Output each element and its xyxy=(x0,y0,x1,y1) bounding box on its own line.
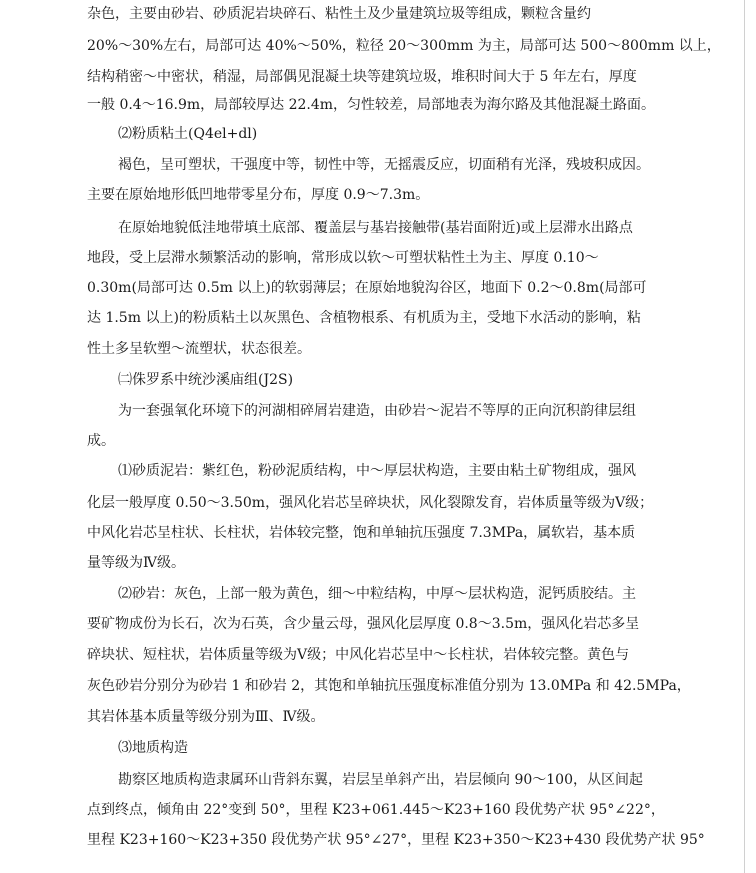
section-heading: ⑶地质构造 xyxy=(118,740,188,756)
text-line: 碎块状、短柱状，岩体质量等级为Ⅴ级；中风化岩芯呈中～长柱状，岩体较完整。黄色与 xyxy=(87,647,630,663)
text-line: 地段，受上层滞水频繁活动的影响，常形成以软～可塑状粘性土为主、厚度 0.10～ xyxy=(87,250,599,266)
text-line: 杂色，主要由砂岩、砂质泥岩块碎石、粘性土及少量建筑垃圾等组成，颗粒含量约 xyxy=(87,6,591,22)
text-line: 勘察区地质构造隶属环山背斜东翼，岩层呈单斜产出，岩层倾向 90～100，从区间起 xyxy=(118,772,643,788)
text-line: 性土多呈软塑～流塑状，状态很差。 xyxy=(87,341,311,357)
text-line: 要矿物成份为长石，次为石英，含少量云母，强风化层厚度 0.8～3.5m，强风化岩芯多呈 xyxy=(87,616,640,632)
text-line: 0.30m(局部可达 0.5m 以上)的软弱薄层；在原始地貌沟谷区，地面下 0.2～0.8m(局部可 xyxy=(87,280,647,296)
page-edge-divider xyxy=(744,0,745,873)
text-line: 中风化岩芯呈柱状、长柱状，岩体较完整，饱和单轴抗压强度 7.3MPa，属软岩，基本质 xyxy=(87,525,636,541)
section-heading: ⑵粉质粘土(Q4el+dl) xyxy=(118,126,258,142)
text-line: 褐色，呈可塑状，干强度中等，韧性中等，无摇震反应，切面稍有光泽，残坡积成因。 xyxy=(118,157,650,173)
text-line: 其岩体基本质量等级分别为Ⅲ、Ⅳ级。 xyxy=(87,709,325,725)
text-line: 成。 xyxy=(87,433,115,449)
text-line: 点到终点，倾角由 22°变到 50°，里程 K23+061.445～K23+160 段优势产状 95°∠22°， xyxy=(87,802,665,818)
text-line: 里程 K23+160～K23+350 段优势产状 95°∠27°，里程 K23+350～K23+430 段优势产状 95° xyxy=(87,832,705,848)
text-line: 为一套强氧化环境下的河湖相碎屑岩建造，由砂岩～泥岩不等厚的正向沉积韵律层组 xyxy=(118,403,636,419)
text-line: 量等级为Ⅳ级。 xyxy=(87,555,185,571)
text-line: 主要在原始地形低凹地带零星分布，厚度 0.9～7.3m。 xyxy=(87,187,430,203)
text-line: 化层一般厚度 0.50～3.50m，强风化岩芯呈碎块状，风化裂隙发育，岩体质量等级为Ⅴ级； xyxy=(87,495,654,511)
text-line: 一般 0.4～16.9m，局部较厚达 22.4m，匀性较差，局部地表为海尔路及其他混凝土路面。 xyxy=(87,97,656,113)
text-line: 20%～30%左右，局部可达 40%～50%，粒径 20～300mm 为主，局部可达 500～800mm 以上， xyxy=(87,38,721,54)
section-heading: ㈡侏罗系中统沙溪庙组(J2S) xyxy=(118,372,294,388)
text-line: ⑴砂质泥岩：紫红色，粉砂泥质结构，中～厚层状构造，主要由粘土矿物组成，强风 xyxy=(118,463,636,479)
text-line: ⑵砂岩：灰色，上部一般为黄色，细～中粒结构，中厚～层状构造，泥钙质胶结。主 xyxy=(118,586,636,602)
text-line: 达 1.5m 以上)的粉质粘土以灰黑色、含植物根系、有机质为主，受地下水活动的影响，粘 xyxy=(87,310,641,326)
text-line: 灰色砂岩分别分为砂岩 1 和砂岩 2，其饱和单轴抗压强度标准值分别为 13.0MPa 和 42.5MPa， xyxy=(87,678,691,694)
text-line: 在原始地貌低洼地带填土底部、覆盖层与基岩接触带(基岩面附近)或上层滞水出路点 xyxy=(118,220,633,236)
text-line: 结构稍密～中密状，稍湿，局部偶见混凝土块等建筑垃圾，堆积时间大于 5 年左右，厚度 xyxy=(87,69,637,85)
